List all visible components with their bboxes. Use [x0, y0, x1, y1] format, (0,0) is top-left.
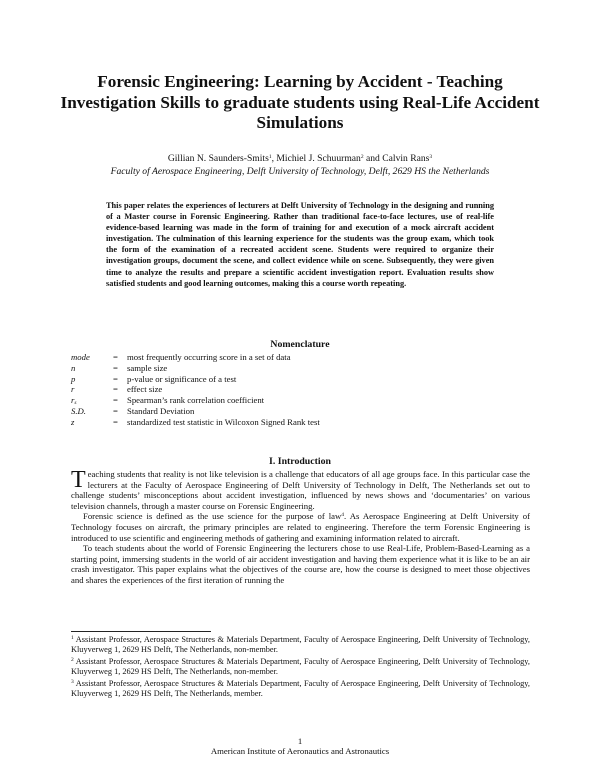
author-name: Michiel J. Schuurman — [276, 153, 361, 164]
nomenclature-equals: = — [113, 405, 118, 416]
nomenclature-definition: p-value or significance of a test — [127, 373, 237, 384]
nomenclature-definition: effect size — [127, 384, 163, 395]
publisher-footer: American Institute of Aeronautics and Astronautics — [210, 746, 390, 756]
drop-cap: T — [71, 467, 86, 493]
introduction-body — [71, 469, 530, 586]
nomenclature-symbol: mode — [71, 352, 90, 362]
page-number: 1 — [297, 736, 303, 746]
footnote — [71, 679, 530, 700]
footnote-mark: 3 — [71, 678, 74, 685]
nomenclature-row — [71, 352, 531, 363]
section-heading-introduction: I. Introduction — [269, 456, 331, 467]
author-line — [60, 153, 540, 165]
author-separator: , — [271, 153, 277, 164]
abstract: This paper relates the experiences of lecturers at Delft University of Technology in the designing and running of a Master course in Forensic Engineering. Rather than traditional face-to-face lectures, use of real-life evidence-based learning was made in the form of training for and execution of a mock aircraft accident investigation. The culmination of this learning experience for the students was the group exam, which took the form of the examination of a recreated accident scene. Students were required to organize their investigation groups, document the scene, and collect evidence while on scene. Subsequently, they were given time to analyze the results and prepare a scientific accident investigation report. Evaluation results show satisfied students and good learning outcomes, making this a course worth repeating. — [106, 201, 494, 288]
nomenclature-heading: Nomenclature — [270, 339, 330, 350]
nomenclature-equals: = — [113, 384, 118, 395]
author-name: Gillian N. Saunders-Smits — [167, 153, 269, 164]
nomenclature-symbol: p — [71, 373, 76, 384]
paragraph-text: . As Aerospace Engineering at Delft University of Technology focuses on aircraft, the primary principles are related to engineering. Therefore the term Forensic Engineering is introduced to use scientific and engineering methods of gathering and examining information related to aircraft. — [71, 511, 531, 543]
footnote-divider — [71, 631, 211, 632]
paper-title: Forensic Engineering: Learning by Accident - Teaching Investigation Skills to graduate students using Real-Life Accident Simulations — [60, 72, 540, 132]
footnote-text: Assistant Professor, Aerospace Structures & Materials Department, Faculty of Aerospace Engineering, Delft University of Technology, Kluyverweg 1, 2629 HS Delft, The Netherlands, member. — [71, 678, 530, 699]
author-footnote-mark: 2 — [360, 154, 364, 160]
author-footnote-mark: 3 — [429, 154, 433, 160]
nomenclature-row — [71, 374, 531, 385]
nomenclature-symbol: S.D. — [71, 405, 86, 416]
reference-mark: 4 — [341, 512, 345, 519]
paragraph — [71, 543, 530, 585]
nomenclature-row — [71, 395, 531, 406]
footnotes — [71, 635, 530, 701]
paragraph-text: Forensic science is defined as the use science for the purpose of law — [83, 511, 342, 522]
nomenclature-symbol: z — [71, 416, 75, 427]
author-footnote-mark: 1 — [268, 154, 272, 160]
nomenclature-symbol: n — [71, 362, 76, 373]
paragraph-text: eaching students that reality is not like television is a challenge that educators of all age groups face. In this particular case the lecturers at the Faculty of Aerospace Engineering of Delft University of Technology in Delft, The Netherlands set out to challenge students’ misconceptions about accident investigation, influenced by news shows and ‘documentaries’ on various television channels, through a master course on Forensic Engineering. — [71, 469, 530, 511]
author-separator: and — [363, 153, 383, 164]
nomenclature-equals: = — [113, 362, 118, 373]
nomenclature-equals: = — [113, 352, 118, 362]
affiliation: Faculty of Aerospace Engineering, Delft University of Technology, Delft, 2629 HS the Netherlands — [110, 166, 490, 177]
nomenclature-definition: Spearman’s rank correlation coefficient — [127, 395, 265, 406]
footnote — [71, 657, 530, 678]
nomenclature-definition: Standard Deviation — [127, 405, 195, 416]
nomenclature-row — [71, 406, 531, 417]
nomenclature-equals: = — [113, 416, 118, 427]
nomenclature-symbol: r — [71, 384, 75, 395]
nomenclature-row — [71, 417, 531, 428]
paragraph-text: To teach students about the world of Forensic Engineering the lecturers chose to use Real-Life, Problem-Based-Learning as a starting point, immersing students in the world of air accident investigation and having them experience what it is like to be an air crash investigator. This paper explains what the objectives of the course are, how the course is designed to meet those objectives and shares the experiences of the first iteration of running the — [71, 543, 530, 585]
nomenclature-definition: standardized test statistic in Wilcoxon Signed Rank test — [127, 416, 320, 427]
footnote-mark: 1 — [71, 635, 74, 641]
nomenclature-equals: = — [113, 373, 118, 384]
footnote-mark: 2 — [71, 656, 74, 663]
footnote-text: Assistant Professor, Aerospace Structures & Materials Department, Faculty of Aerospace Engineering, Delft University of Technology, Kluyverweg 1, 2629 HS Delft, The Netherlands, non-member. — [71, 656, 530, 677]
footnote — [71, 635, 530, 656]
nomenclature-equals: = — [113, 395, 118, 406]
nomenclature-definition: sample size — [127, 362, 168, 373]
nomenclature-symbol-subscript: s — [74, 400, 77, 407]
nomenclature-list — [71, 352, 531, 428]
nomenclature-symbol — [71, 395, 77, 405]
nomenclature-row — [71, 363, 531, 374]
paragraph — [71, 469, 530, 511]
author-name: Calvin Rans — [382, 153, 430, 164]
nomenclature-symbol-base: r — [71, 395, 75, 406]
nomenclature-row — [71, 384, 531, 395]
footnote-text: Assistant Professor, Aerospace Structures & Materials Department, Faculty of Aerospace Engineering, Delft University of Technology, Kluyverweg 1, 2629 HS Delft, The Netherlands, non-member. — [71, 635, 530, 655]
paragraph — [71, 511, 530, 543]
nomenclature-definition: most frequently occurring score in a set of data — [127, 352, 291, 362]
